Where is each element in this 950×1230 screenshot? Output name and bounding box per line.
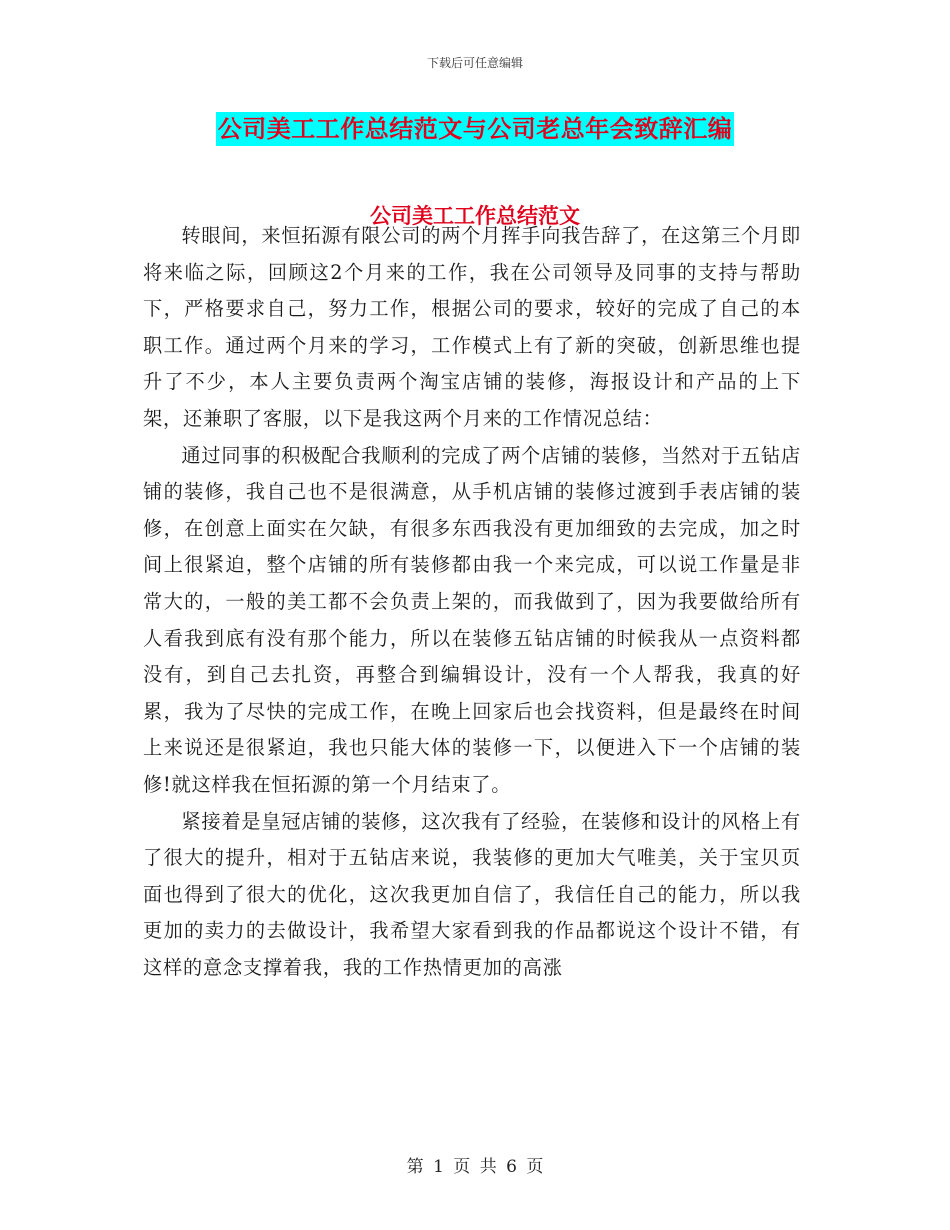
body-text — [143, 218, 801, 986]
main-title-wrap — [0, 112, 950, 146]
paragraph-2: 通过同事的积极配合我顺利的完成了两个店铺的装修，当然对于五钻店铺的装修，我自己也不是很满意，从手机店铺的装修过渡到手表店铺的装修，在创意上面实在欠缺，有很多东西我没有更加细致的去完成，加之时间上很紧迫，整个店铺的所有装修都由我一个来完成，可以说工作量是非常大的，一般的美工都不会负责上架的，而我做到了，因为我要做给所有人看我到底有没有那个能力，所以在装修五钻店铺的时候我从一点资料都没有，到自己去扎资，再整合到编辑设计，没有一个人帮我，我真的好累，我为了尽快的完成工作，在晚上回家后也会找资料，但是最终在时间上来说还是很紧迫，我也只能大体的装修一下，以便进入下一个店铺的装修!就这样我在恒拓源的第一个月结束了。 — [143, 443, 802, 796]
section-title: 公司美工工作总结范文 — [370, 204, 580, 228]
paragraph-3: 紧接着是皇冠店铺的装修，这次我有了经验，在装修和设计的风格上有了很大的提升，相对于五钻店来说，我装修的更加大气唯美，关于宝贝页面也得到了很大的优化，这次我更加自信了，我信任自己的能力，所以我更加的卖力的去做设计，我希望大家看到我的作品都说这个设计不错，有这样的意念支撑着我，我的工作热情更加的高涨 — [143, 809, 802, 979]
paragraph-1: 转眼间，来恒拓源有限公司的两个月挥手向我告辞了，在这第三个月即将来临之际，回顾这2个月来的工作，我在公司领导及同事的支持与帮助下，严格要求自己，努力工作，根据公司的要求，较好的完成了自己的本职工作。通过两个月来的学习，工作模式上有了新的突破，创新思维也提升了不少，本人主要负责两个淘宝店铺的装修，海报设计和产品的上下架，还兼职了客服，以下是我这两个月来的工作情况总结： — [143, 224, 802, 430]
main-title: 公司美工工作总结范文与公司老总年会致辞汇编 — [216, 112, 735, 146]
header-note: 下载后可任意编辑 — [426, 56, 523, 70]
page-footer: 第 1 页 共 6 页 — [406, 1157, 544, 1177]
